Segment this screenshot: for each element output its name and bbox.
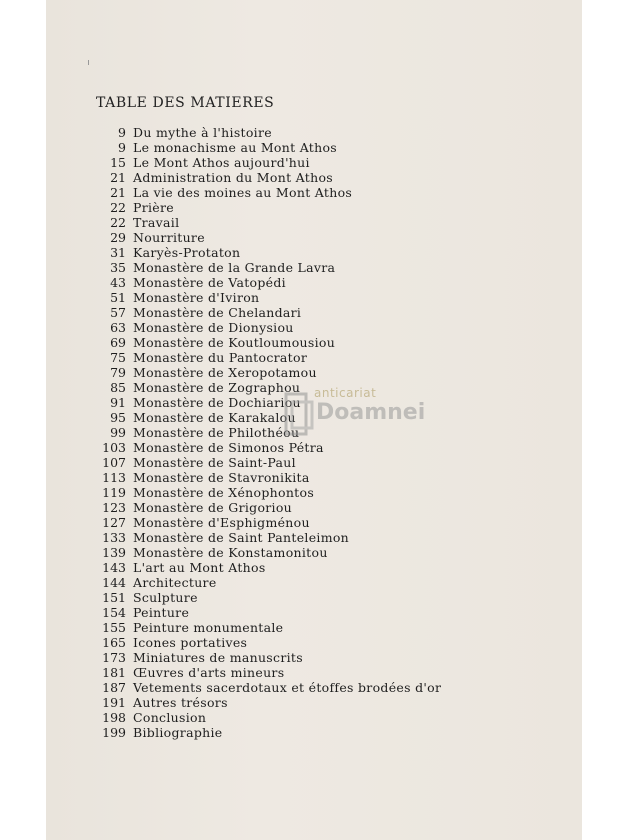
toc-entry-title: Icones portatives (133, 635, 248, 650)
toc-entry-page: 9 (118, 125, 126, 140)
toc-entry (0, 170, 630, 185)
toc-entry (0, 575, 630, 590)
toc-list (0, 125, 630, 740)
toc-entry (0, 395, 630, 410)
toc-entry-title: Monastère de la Grande Lavra (133, 260, 336, 275)
toc-entry (0, 185, 630, 200)
toc-entry-title: Miniatures de manuscrits (133, 650, 303, 665)
toc-entry-title: Monastère d'Esphigménou (133, 515, 310, 530)
toc-entry (0, 140, 630, 155)
toc-entry-title: Monastère de Philothéou (133, 425, 300, 440)
toc-entry-title: Monastère de Koutloumousiou (133, 335, 336, 350)
watermark-top-text: anticariat (314, 386, 377, 400)
toc-entry-page: 123 (102, 500, 126, 515)
toc-entry-page: 151 (102, 590, 126, 605)
toc-entry-title: Monastère de Xénophontos (133, 485, 315, 500)
toc-entry (0, 500, 630, 515)
toc-entry (0, 470, 630, 485)
toc-entry-title: Monastère de Dionysiou (133, 320, 294, 335)
toc-entry (0, 680, 630, 695)
toc-entry (0, 335, 630, 350)
toc-entry (0, 200, 630, 215)
toc-entry (0, 710, 630, 725)
toc-entry-page: 187 (102, 680, 126, 695)
toc-entry-title: Le monachisme au Mont Athos (133, 140, 338, 155)
toc-entry-title: Architecture (133, 575, 217, 590)
toc-entry-page: 9 (118, 140, 126, 155)
toc-entry-page: 139 (102, 545, 126, 560)
toc-entry-page: 43 (110, 275, 126, 290)
toc-entry-page: 51 (110, 290, 126, 305)
toc-entry (0, 725, 630, 740)
toc-entry (0, 545, 630, 560)
toc-entry-title: Conclusion (133, 710, 207, 725)
toc-entry-title: Administration du Mont Athos (133, 170, 333, 185)
toc-entry (0, 350, 630, 365)
toc-entry-title: Monastère du Pantocrator (133, 350, 308, 365)
toc-entry-page: 29 (110, 230, 126, 245)
toc-entry (0, 530, 630, 545)
toc-entry-page: 154 (102, 605, 126, 620)
toc-entry-page: 199 (102, 725, 126, 740)
toc-entry (0, 695, 630, 710)
toc-entry (0, 305, 630, 320)
toc-entry-title: Peinture (133, 605, 190, 620)
toc-entry-page: 119 (102, 485, 126, 500)
toc-entry-page: 35 (110, 260, 126, 275)
toc-entry-title: Nourriture (133, 230, 205, 245)
toc-entry-page: 79 (110, 365, 126, 380)
toc-entry-page: 107 (102, 455, 126, 470)
watermark-bottom-text: Doamnei (316, 400, 426, 425)
toc-entry-page: 63 (110, 320, 126, 335)
page-mark (88, 60, 89, 65)
toc-entry (0, 665, 630, 680)
toc-entry-title: Monastère de Zographou (133, 380, 301, 395)
toc-entry-page: 103 (102, 440, 126, 455)
toc-entry-page: 69 (110, 335, 126, 350)
toc-entry (0, 560, 630, 575)
toc-entry-page: 165 (102, 635, 126, 650)
toc-entry-page: 198 (102, 710, 126, 725)
toc-entry-title: Monastère de Saint Panteleimon (133, 530, 350, 545)
toc-entry-title: Monastère de Dochiariou (133, 395, 301, 410)
toc-entry-title: Monastère de Karakalou (133, 410, 296, 425)
toc-entry-page: 143 (102, 560, 126, 575)
toc-entry-page: 95 (110, 410, 126, 425)
toc-entry-title: Du mythe à l'histoire (133, 125, 272, 140)
toc-entry-title: Œuvres d'arts mineurs (133, 665, 285, 680)
toc-entry-title: Monastère de Saint-Paul (133, 455, 296, 470)
toc-entry-title: Monastère de Stavronikita (133, 470, 310, 485)
toc-entry (0, 635, 630, 650)
toc-entry-title: Monastère de Xeropotamou (133, 365, 317, 380)
toc-entry-page: 21 (110, 170, 126, 185)
toc-entry-title: Le Mont Athos aujourd'hui (133, 155, 310, 170)
toc-entry (0, 260, 630, 275)
toc-entry (0, 410, 630, 425)
toc-entry-title: Monastère d'Iviron (133, 290, 260, 305)
toc-entry (0, 365, 630, 380)
toc-entry-page: 57 (110, 305, 126, 320)
toc-entry-title: Autres trésors (133, 695, 228, 710)
toc-entry-page: 127 (102, 515, 126, 530)
toc-entry (0, 275, 630, 290)
toc-entry (0, 245, 630, 260)
toc-entry-title: Monastère de Vatopédi (133, 275, 286, 290)
toc-entry-title: L'art au Mont Athos (133, 560, 266, 575)
toc-entry (0, 455, 630, 470)
toc-entry (0, 425, 630, 440)
toc-entry-title: Vetements sacerdotaux et étoffes brodées d'or (133, 680, 442, 695)
toc-entry-title: Monastère de Konstamonitou (133, 545, 328, 560)
toc-entry (0, 155, 630, 170)
toc-entry-page: 99 (110, 425, 126, 440)
toc-entry-page: 144 (102, 575, 126, 590)
toc-entry (0, 485, 630, 500)
toc-heading: TABLE DES MATIERES (96, 95, 275, 111)
toc-entry-page: 85 (110, 380, 126, 395)
toc-entry-title: La vie des moines au Mont Athos (133, 185, 353, 200)
toc-entry (0, 125, 630, 140)
toc-entry (0, 215, 630, 230)
toc-entry-title: Sculpture (133, 590, 198, 605)
toc-entry-page: 31 (110, 245, 126, 260)
toc-entry (0, 230, 630, 245)
toc-entry (0, 290, 630, 305)
toc-entry-page: 133 (102, 530, 126, 545)
toc-entry-page: 22 (110, 215, 126, 230)
toc-entry-title: Travail (133, 215, 180, 230)
toc-entry-page: 173 (102, 650, 126, 665)
toc-entry (0, 515, 630, 530)
toc-entry-title: Karyès-Protaton (133, 245, 241, 260)
toc-entry-page: 22 (110, 200, 126, 215)
toc-entry-page: 15 (110, 155, 126, 170)
toc-entry (0, 320, 630, 335)
toc-entry-page: 75 (110, 350, 126, 365)
toc-entry-page: 191 (102, 695, 126, 710)
toc-entry (0, 605, 630, 620)
toc-entry (0, 590, 630, 605)
toc-entry-title: Prière (133, 200, 174, 215)
toc-entry-page: 155 (102, 620, 126, 635)
toc-entry (0, 650, 630, 665)
toc-entry-page: 91 (110, 395, 126, 410)
toc-entry (0, 380, 630, 395)
toc-entry (0, 620, 630, 635)
toc-entry-page: 113 (102, 470, 126, 485)
toc-entry-title: Peinture monumentale (133, 620, 284, 635)
toc-entry-title: Monastère de Simonos Pétra (133, 440, 324, 455)
toc-entry-title: Monastère de Grigoriou (133, 500, 293, 515)
toc-entry-page: 181 (102, 665, 126, 680)
toc-entry-title: Monastère de Chelandari (133, 305, 302, 320)
toc-entry-title: Bibliographie (133, 725, 223, 740)
toc-entry (0, 440, 630, 455)
toc-entry-page: 21 (110, 185, 126, 200)
